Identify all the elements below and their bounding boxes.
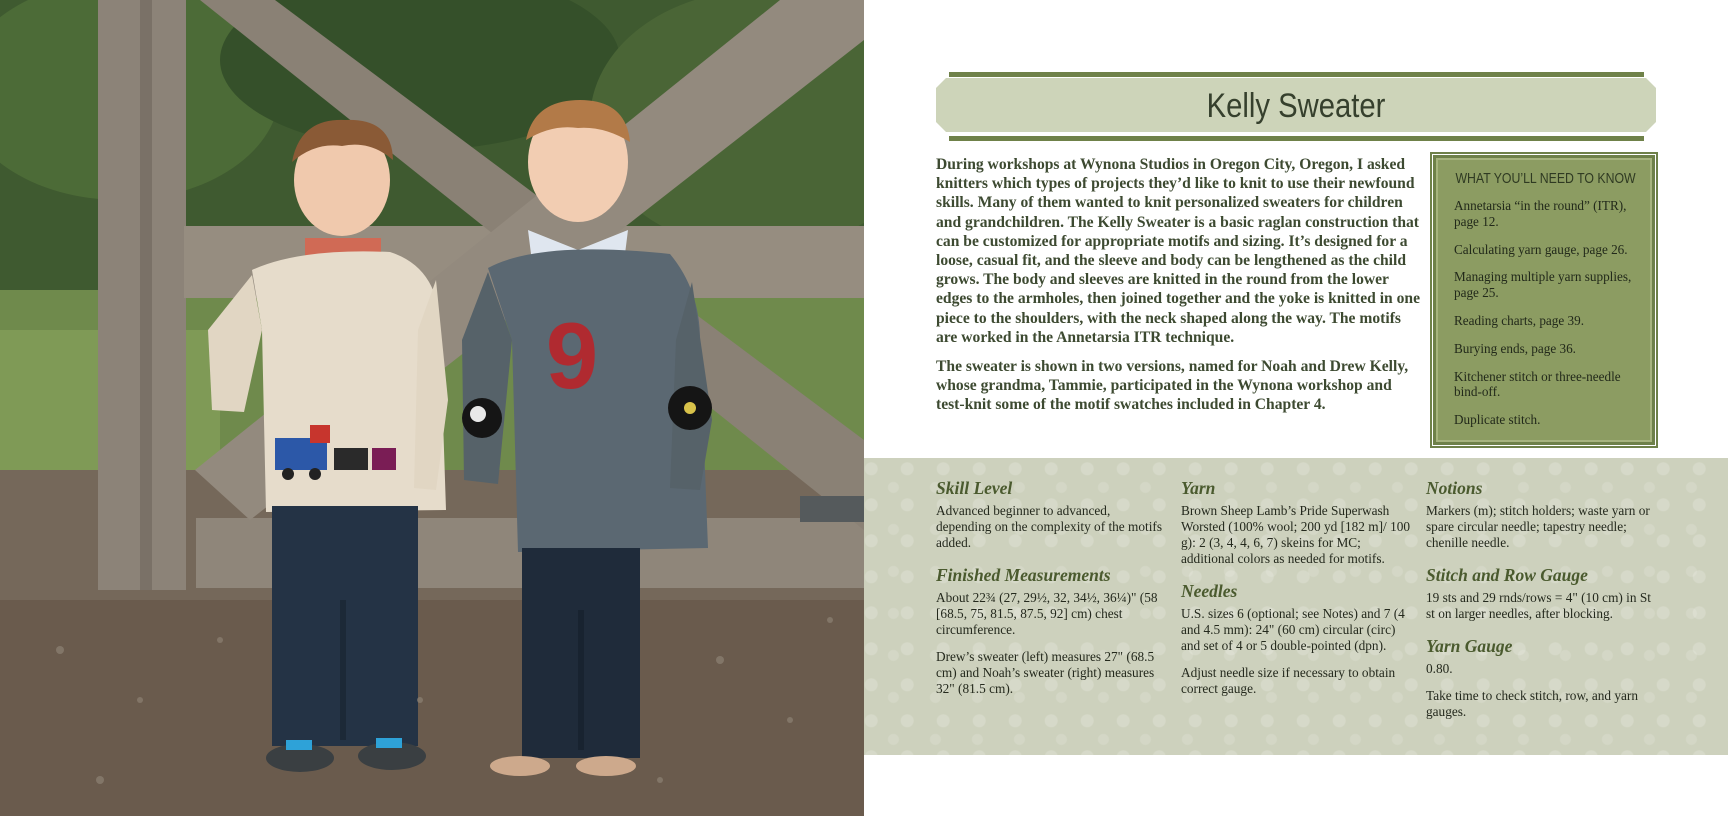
yarn-gauge-note: Take time to check stitch, row, and yarn gauges. [1426, 688, 1638, 719]
need-list [1454, 198, 1644, 440]
skill-level-text: Advanced beginner to advanced, depending on the complexity of the motifs added. [936, 503, 1163, 550]
need-item: Annetarsia “in the round” (ITR), page 12. [1454, 198, 1627, 229]
intro-paragraph: During workshops at Wynona Studios in Oregon City, Oregon, I asked knitters which types of projects they’d like to knit to use their newfound skills. Many of them wanted to knit personalized sweaters for children and grandchildren. The Kelly Sweater is a basic raglan construction that can be customized for appropriate motifs and sizing. It’s designed for a loose, casual fit, and the sleeve and body can be lengthened as the child grows. The body and sleeves are knitted in the round from the lower edges to the armholes, then joined together and the yoke is knitted in one piece to the shoulders, with the neck shaped along the way. The motifs are worked in the Annetarsia ITR technique. [936, 156, 1420, 346]
specs-column-2 [1181, 478, 1413, 711]
specs-column-1 [936, 478, 1168, 711]
stitch-gauge-heading: Stitch and Row Gauge [1426, 565, 1588, 585]
stitch-gauge-text: 19 sts and 29 rnds/rows = 4" (10 cm) in St st on larger needles, after blocking. [1426, 590, 1651, 621]
needles-note: Adjust needle size if necessary to obtain correct gauge. [1181, 665, 1396, 696]
finished-measurements-heading: Finished Measurements [936, 565, 1111, 585]
title-rule-bottom [949, 136, 1644, 141]
finished-measurements-text: About 22¾ (27, 29½, 32, 34½, 36¼)" (58 [68.5, 75, 81.5, 87.5, 92] cm) chest circumference. [936, 590, 1158, 637]
needles-text: U.S. sizes 6 (optional; see Notes) and 7 (4 and 4.5 mm): 24" (60 cm) circular (circ) and set of 4 or 5 double-pointed (dpn). [1181, 606, 1405, 653]
skill-level-heading: Skill Level [936, 478, 1013, 498]
notions-heading: Notions [1426, 478, 1483, 498]
specs-column-3 [1426, 478, 1658, 734]
yarn-heading: Yarn [1181, 478, 1216, 498]
notions-text: Markers (m); stitch holders; waste yarn or spare circular needle; tapestry needle; chenille needle. [1426, 503, 1650, 550]
need-box-title: WHAT YOU’LL NEED TO KNOW [1455, 170, 1636, 187]
yarn-gauge-value: 0.80. [1426, 661, 1453, 676]
yarn-gauge-heading: Yarn Gauge [1426, 636, 1513, 656]
yarn-text: Brown Sheep Lamb’s Pride Superwash Worsted (100% wool; 200 yd [182 m]/ 100 g): 2 (3, 4, 4, 6, 7) skeins for MC; additional colors as needed for motifs. [1181, 503, 1411, 566]
intro-text [936, 155, 1424, 425]
need-item: Reading charts, page 39. [1454, 312, 1585, 328]
need-item: Duplicate stitch. [1454, 412, 1541, 428]
page-title: Kelly Sweater [1206, 87, 1386, 125]
needles-heading: Needles [1181, 581, 1238, 601]
need-item: Managing multiple yarn supplies, page 25. [1454, 269, 1632, 301]
title-rule-top [949, 72, 1644, 77]
need-item: Burying ends, page 36. [1454, 340, 1576, 356]
finished-measurements-note: Drew’s sweater (left) measures 27" (68.5 cm) and Noah’s sweater (right) measures 32" (81.5 cm). [936, 649, 1155, 696]
need-item: Kitchener stitch or three-needle bind-off. [1454, 368, 1621, 400]
need-item: Calculating yarn gauge, page 26. [1454, 241, 1628, 257]
sweater-number: 9 [545, 303, 599, 408]
intro-paragraph: The sweater is shown in two versions, named for Noah and Drew Kelly, whose grandma, Tammie, participated in the Wynona workshop and test-knit some of the motif swatches included in Chapter 4. [936, 358, 1409, 414]
what-you-need-box [1433, 155, 1655, 445]
